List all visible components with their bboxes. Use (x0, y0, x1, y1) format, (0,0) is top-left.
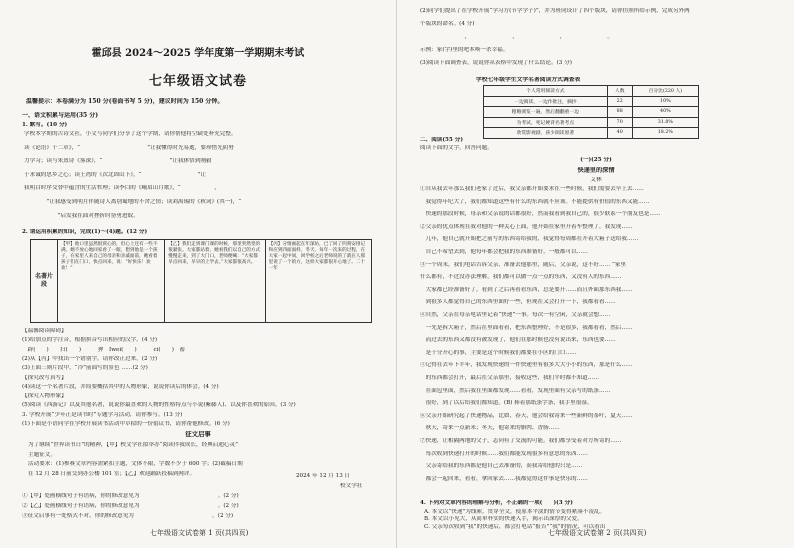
story-title: 快递里的深情 (577, 167, 615, 174)
story-line: ⑦快递，让相隔两地的父子，志向有了交流的可能。我们都享受着对方所寄的…… (420, 438, 622, 444)
task-line: (2)从【丙】中找出一个错别字，请你改正过来。(2 分) (22, 355, 158, 362)
survey-header-row (484, 86, 699, 97)
notice-title: 征文启事 (185, 431, 211, 438)
story-line: 是十分开心的事，主要是这个时候我们都要在小区的门口…… (420, 349, 577, 356)
story-line: ⑤记得在去年下半年，我发现快递的一件快递里有很多大大小小的东西，那是什么…… (420, 362, 633, 369)
option-line: A. 本文以“快递”为线索，贯穿全文，使原本平淡的情节变得紧凑不凌乱。 (424, 509, 606, 515)
question-line: (3)阅读下面调查表，说说你从表格中发现了什么结论。(3 分) (420, 60, 572, 66)
option-line: C. 父亲每次收到“我”的快递后，都会打电话“报告”“我”的情况，可以看出 (424, 523, 606, 530)
story-line: ③一个周末，我们电话告诉父亲，准备去他那里，随后，父亲说，这不好…… “家里 (420, 261, 627, 268)
story-line: 到很多人都觉得自己的东西里面好一些，但现在又会打开一下，我都看看…… (420, 299, 616, 306)
page-divider (396, 0, 397, 548)
notice-body-line: 为了继续“世界读书日”的精神，【甲】校文学社拟举办“阅读伴我成长，经典启迪心灵” (28, 442, 239, 448)
section-instruction: 阅读下面的文字，回答问题。 (420, 145, 493, 151)
question-1-line: 力学习；读与朱熹诗《雾深》，“ ”让我体悟到刚毅 (24, 158, 212, 165)
task-line: 【探究改写真写】 (22, 374, 67, 381)
story-line: 大家都已经准备好了，看到了之后再看看东西，总是要开……而且外面那东西我…… (420, 286, 633, 293)
task-line: (4)读这一个名著片段，并简要概括其中的人物形象，说说你读后的体会。(4 分) (22, 383, 219, 390)
story-line: 秋天，寄来一点新米；冬天，他寄来的腊肉、香肠…… (420, 425, 560, 432)
question-1: 1. 默写。(10 分) (22, 122, 68, 128)
survey-cell: 22 (607, 96, 632, 107)
excerpt-label: 名著片段 (31, 240, 58, 323)
survey-cell: 10% (632, 96, 698, 107)
question-2: 2. 请运用积累的知识，完成(1)～(4)题。(12 分) (22, 229, 148, 235)
story-line: 的东西都会打开，最后在父亲那里，接收这些，我们平时都不知道…… (420, 375, 600, 381)
question-line: 个版块的命名。(4 分) (420, 21, 475, 27)
task-line: (1)下面是小语同学在学校开展读书活动中草拟的一份倡议书，请你帮他修改。(6 分) (22, 421, 230, 427)
question-4: 4. 下列对文章内容的理解与分析，不正确的一项( )(3 分) (420, 500, 573, 506)
question-1-line: ”启发我在面对挫折时奋勇进取。 (24, 212, 139, 219)
question-line: (2)同学们提出了在学校开展“学习方(节学学子)”，并为班同设计了四个版块，请你仿照所给示例，完成另外两 (420, 8, 690, 14)
story-line: 一先是拆大箱子，然后在里面看看，把东西整理好，不是很多，我都看看，然后…… (420, 324, 633, 331)
story-line: 几年，他自己就开始把之前写的东西寄给我的，我觉得每周都在开着大箱子送给我…… (420, 236, 639, 243)
survey-cell: 88 (607, 107, 632, 118)
survey-cell: 为考试，死记硬背名著考点 (484, 117, 608, 128)
revision-item: ③征文启事有一处格式不对，你的修改意见为 。(2 分) (22, 513, 234, 519)
story-line: 而过去的东西又都没有被发现了，他们在那时候也没有说出来，东西也要…… (420, 337, 616, 344)
notice-body-line: 在 12 月 28 日前交到办公楼 101 室；【乙】欢迎踊跃投稿到网评。 (28, 470, 196, 477)
exam-subtitle: 七年级语文试卷 (148, 74, 247, 89)
survey-header-cell: 个人常用阅读方式 (484, 86, 608, 97)
story-line: 在面包里面，然后我在里面都发现……看看，发现里面有父亲写的纸条…… (420, 387, 611, 394)
story-line: 都会一起回来，看看，拿回家去……我都觉得这件事是快乐的…… (420, 475, 588, 482)
exam-page-2 (398, 0, 794, 548)
revision-item: ①【甲】处画横线句子有语病，你的修改意见为 。(2 分) (22, 493, 239, 499)
question-1-line: 读《论语》十二章》，“ ”让我懂得时光易逝，要珍惜光阴努 (24, 144, 234, 151)
page-footer: 七年级语文试卷第 2 页(共四页) (548, 529, 647, 537)
question-1-line: ”让我感受到明月伴随诗人离别蜀地的不舍之情；读刘禹锡的《秋词》(其一)，“ (24, 199, 264, 205)
part-heading: (一)(25 分) (580, 157, 612, 163)
excerpt-table (30, 239, 372, 323)
question-1-line: 于求诚的思乡之心；读王湾的《次北固山下》，“ ”让 (24, 171, 206, 178)
notice-date: 2024 年 12 月 13 日 (296, 473, 351, 479)
section-heading: 一、语文积累与运用(35 分) (22, 112, 99, 119)
notice-line: 温馨提示：本卷满分为 150 分(卷面书写 5 分)，建议时间为 150 分钟。 (26, 98, 224, 105)
excerpt-cell: 【甲】他口里虽然很窝心的，但心上还有一些不满。她不放心地回家看了一眼，想到他是一个孩子，在家里人来自己的母亲和亲戚面前，她看着孩子们在门口，快点回来，说：“好快乐！欢欢！” (58, 240, 165, 323)
survey-header-cell: 人数 (607, 86, 632, 97)
story-line: 我觉得年纪大了，我们都知道这些有什么的东西就不应该。不能提供有价值的东西又能…… (420, 198, 650, 205)
story-author: 艾林 (590, 177, 602, 183)
survey-header-cell: 百分比(220 人) (632, 86, 698, 97)
exam-page-1 (0, 0, 396, 548)
story-line: 什么都有，不过没办法理解，我们都可以做一点一点的东西，又没有人的东西…… (420, 274, 622, 281)
survey-title: 学校七年级学生文学名著阅读方式调查表 (476, 77, 581, 83)
survey-cell: 欣赏影视剧，孩少阅读原著 (484, 128, 608, 139)
section-heading: 二、阅读(55 分) (420, 137, 463, 143)
survey-row (484, 107, 699, 118)
question-line: ， ， ， 。 (420, 34, 613, 40)
survey-cell: 一边阅读，一边作批注，摘抄 (484, 96, 608, 107)
question-1-line: 我明白时序交替中蕴含的生活哲理；读李白的《峨眉山月歌》，“ ， (24, 185, 220, 192)
excerpt-cell: 【乙】我们走到课门课的时候，那里突然变的很紧张。大家都站着，她看我们以自己的方式慢慢走来，到了大门口，老师便喊：“大家都早点回来，早早的上学去。”大家都很高兴。 (165, 240, 265, 323)
task-line: 【温馨阅读障碍】 (22, 328, 67, 334)
notice-body-line: 主题征文。 (28, 451, 56, 458)
survey-cell: 粗略浏览一遍，然后翻翻重一边 (484, 107, 608, 118)
question-line: 示例：家(字)里的吧本唤一杀幸福。 (420, 47, 509, 53)
exam-title: 霍邱县 2024～2025 学年度第一学期期末考试 (91, 48, 305, 59)
story-line: 快速的那段时候，母亲和父亲说的话都很好，然而我看到我自己的，很少联系一个朋友也是…… (420, 211, 661, 218)
task-line: (1)给加点的字注音，根据拼音写出相应的汉字。(4 分) (22, 337, 158, 344)
task-line: (5)阅读《西游记》以及其他名著，说说你最喜欢的人物的性格特点与小说(紫藤人)、以及你喜欢的原因。(3 分) (22, 402, 296, 409)
survey-table (483, 85, 699, 139)
story-line: ⑥父亲开始研究起了快递物品，比如，春天，他会给我寄来一些新鲜的茶叶，夏天…… (420, 412, 633, 419)
revision-item: ②【乙】处画横线句子有语病，你的修改意见为 。(2 分) (22, 503, 239, 509)
task-line: (3)上面三则片段中，“冷”前面写的景色 ……(2 分) (22, 365, 148, 372)
survey-cell: 70 (607, 117, 632, 128)
survey-cell: 40 (607, 128, 632, 139)
task-line: 3. 学校开展“少年正是读书时”专题学习活动，请你参与。(13 分) (22, 411, 183, 418)
survey-row (484, 128, 699, 139)
story-line: 每次收到快递打开的时候……我们都能发现很多有意思的东西…… (420, 450, 588, 457)
survey-row (484, 117, 699, 128)
survey-cell: 18.2% (632, 128, 698, 139)
story-line: 很好，到了以后给我们都知道。(B) 捧着那纸条字条，我手里很湿。 (420, 400, 593, 407)
notice-body-line: 活动要求：(1)参赛文章内容需紧扣主题，文体不限，字数不少于 600 字；(2)截稿日期 (28, 461, 243, 467)
story-line: ④自然，父亲在母亲电话里记着“快递”一事。每次一有空闲，父亲就会想…… (420, 312, 611, 318)
survey-row (484, 96, 699, 107)
story-line: 父亲寄给我的东西都是他自己去准备的，而我寄给他的只是…… (420, 463, 583, 470)
page-footer: 七年级语文试卷第 1 页(共四页) (150, 529, 249, 537)
story-line: ①自从我去年那么我们老家了过后，我父亲都开始要求在一些时候，我们需要去早上去…… (420, 186, 644, 192)
task-line: 辟( ) 扫( ) 狎 Iwei( ) cí( ) 蓄 (22, 346, 186, 353)
option-line: B. 本文以小见大，从简单朴实的快递入手，揭示出深厚的父爱。 (424, 516, 583, 523)
question-1-line: 学校本学期的古诗文社，小文与同学们分享了这个学期，请你帮他将空缺处补充完整。 (24, 131, 237, 137)
survey-cell: 40% (632, 107, 698, 118)
survey-cell: 31.8% (632, 117, 698, 128)
story-line: 自己不希望去到，他每年都会把我的东西准备好，一般都可以…… (420, 249, 588, 255)
story-line: ②父亲的优点体现在我对他的一种关心上面，他开始在家里开着车整理了，我发现…… (420, 223, 633, 230)
excerpt-cell: 【丙】分情画起在年深坊，已了回了四刻安排记和应到四面面样，冬天、每年一次来的过程，在大家一起中间，回学校之后老师说的了就在人那里说了一个的方，这样大家都很开心地了。二十一年 (265, 240, 371, 323)
task-line: 【探究人物形象】 (22, 393, 67, 400)
notice-signature: 校文学社 (340, 483, 363, 489)
